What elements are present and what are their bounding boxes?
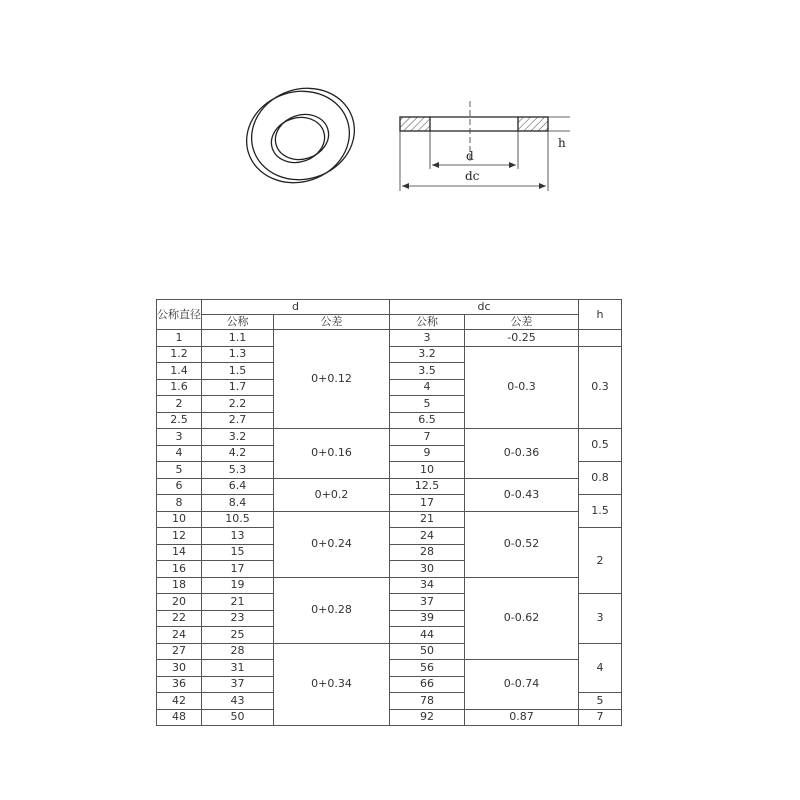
dc-nominal-cell: 3 [390,330,465,347]
d-nominal-cell: 1.3 [202,346,274,363]
dc-nominal-cell: 50 [390,643,465,660]
table-header [157,300,622,330]
nominal-size-cell: 2 [157,396,202,413]
header-dc-tolerance: 公差 [465,315,579,330]
d-nominal-cell: 10.5 [202,511,274,528]
nominal-size-cell: 36 [157,676,202,693]
nominal-size-cell: 48 [157,709,202,726]
dc-nominal-cell: 24 [390,528,465,545]
dc-nominal-cell: 10 [390,462,465,479]
header-d-nominal: 公称 [202,315,274,330]
d-tolerance-cell: 0+0.16 [274,429,390,479]
d-nominal-cell: 6.4 [202,478,274,495]
header-dc-nominal: 公称 [390,315,465,330]
h-cell: 1.5 [579,495,622,528]
nominal-size-cell: 4 [157,445,202,462]
dc-nominal-cell: 92 [390,709,465,726]
washer-drawing [230,85,570,200]
nominal-size-cell: 3 [157,429,202,446]
h-cell: 7 [579,709,622,726]
header-nominal-diameter: 公称直径 [157,300,202,330]
d-tolerance-cell: 0+0.28 [274,577,390,643]
dc-nominal-cell: 37 [390,594,465,611]
table-row [157,346,622,363]
d-nominal-cell: 28 [202,643,274,660]
d-nominal-cell: 2.2 [202,396,274,413]
header-d-tolerance: 公差 [274,315,390,330]
washer-spec-table [156,299,622,726]
dc-nominal-cell: 28 [390,544,465,561]
h-dimension-label: h [558,136,566,150]
nominal-size-cell: 10 [157,511,202,528]
h-cell: 0.8 [579,462,622,495]
dc-nominal-cell: 44 [390,627,465,644]
dc-nominal-cell: 3.2 [390,346,465,363]
dc-nominal-cell: 6.5 [390,412,465,429]
table-row [157,478,622,495]
d-nominal-cell: 13 [202,528,274,545]
dc-nominal-cell: 7 [390,429,465,446]
h-cell: 3 [579,594,622,644]
nominal-size-cell: 12 [157,528,202,545]
nominal-size-cell: 1 [157,330,202,347]
table-row [157,709,622,726]
header-d: d [202,300,390,315]
h-cell [579,330,622,347]
d-nominal-cell: 1.1 [202,330,274,347]
washer-isometric-view [235,85,367,196]
dc-nominal-cell: 17 [390,495,465,512]
d-nominal-cell: 8.4 [202,495,274,512]
dc-nominal-cell: 21 [390,511,465,528]
h-cell: 0.3 [579,346,622,429]
nominal-size-cell: 5 [157,462,202,479]
dc-nominal-cell: 39 [390,610,465,627]
dc-nominal-cell: 12.5 [390,478,465,495]
h-cell: 0.5 [579,429,622,462]
d-nominal-cell: 21 [202,594,274,611]
dc-nominal-cell: 66 [390,676,465,693]
d-nominal-cell: 4.2 [202,445,274,462]
d-nominal-cell: 19 [202,577,274,594]
header-dc: dc [390,300,579,315]
d-nominal-cell: 5.3 [202,462,274,479]
dc-tolerance-cell: 0.87 [465,709,579,726]
nominal-size-cell: 42 [157,693,202,710]
d-nominal-cell: 37 [202,676,274,693]
d-nominal-cell: 17 [202,561,274,578]
dc-tolerance-cell: 0-0.3 [465,346,579,429]
d-dimension-label: d [466,149,474,163]
dc-tolerance-cell: 0-0.74 [465,660,579,710]
dc-nominal-cell: 9 [390,445,465,462]
dc-nominal-cell: 30 [390,561,465,578]
table-row [157,429,622,446]
dc-nominal-cell: 4 [390,379,465,396]
dc-nominal-cell: 34 [390,577,465,594]
table-row [157,660,622,677]
dc-tolerance-cell: 0-0.52 [465,511,579,577]
d-nominal-cell: 2.7 [202,412,274,429]
d-nominal-cell: 50 [202,709,274,726]
nominal-size-cell: 1.6 [157,379,202,396]
d-nominal-cell: 43 [202,693,274,710]
d-tolerance-cell: 0+0.2 [274,478,390,511]
d-tolerance-cell: 0+0.12 [274,330,390,429]
h-cell: 5 [579,693,622,710]
dc-tolerance-cell: 0-0.36 [465,429,579,479]
nominal-size-cell: 2.5 [157,412,202,429]
d-nominal-cell: 31 [202,660,274,677]
dc-nominal-cell: 78 [390,693,465,710]
table-row [157,330,622,347]
d-tolerance-cell: 0+0.24 [274,511,390,577]
nominal-size-cell: 18 [157,577,202,594]
nominal-size-cell: 8 [157,495,202,512]
d-nominal-cell: 1.7 [202,379,274,396]
d-nominal-cell: 1.5 [202,363,274,380]
d-nominal-cell: 23 [202,610,274,627]
d-nominal-cell: 25 [202,627,274,644]
dc-nominal-cell: 3.5 [390,363,465,380]
d-nominal-cell: 3.2 [202,429,274,446]
dc-nominal-cell: 5 [390,396,465,413]
nominal-size-cell: 27 [157,643,202,660]
washer-section-view [400,95,570,191]
nominal-size-cell: 1.2 [157,346,202,363]
h-cell: 2 [579,528,622,594]
table-row [157,577,622,594]
nominal-size-cell: 30 [157,660,202,677]
dc-dimension-label: dc [465,169,480,183]
nominal-size-cell: 14 [157,544,202,561]
nominal-size-cell: 20 [157,594,202,611]
nominal-size-cell: 22 [157,610,202,627]
nominal-size-cell: 16 [157,561,202,578]
dc-tolerance-cell: -0.25 [465,330,579,347]
dc-tolerance-cell: 0-0.62 [465,577,579,660]
header-h: h [579,300,622,330]
nominal-size-cell: 1.4 [157,363,202,380]
table-body [157,330,622,726]
nominal-size-cell: 24 [157,627,202,644]
nominal-size-cell: 6 [157,478,202,495]
table-row [157,511,622,528]
h-cell: 4 [579,643,622,693]
d-tolerance-cell: 0+0.34 [274,643,390,726]
dc-nominal-cell: 56 [390,660,465,677]
d-nominal-cell: 15 [202,544,274,561]
dc-tolerance-cell: 0-0.43 [465,478,579,511]
